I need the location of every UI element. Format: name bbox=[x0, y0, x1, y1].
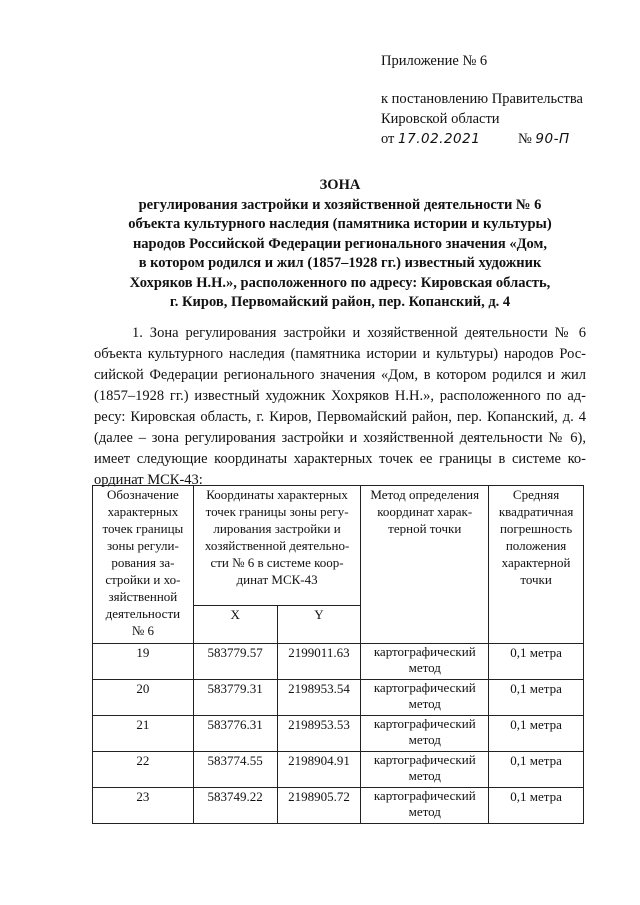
title-line-1: ЗОНА bbox=[319, 177, 361, 193]
title-line-3: объекта культурного наследия (памятника истории и культуры) bbox=[128, 216, 552, 232]
table-row bbox=[93, 788, 584, 824]
header-method-text: Метод определения координат харак- терной точки bbox=[370, 487, 480, 536]
resolution-reference bbox=[381, 89, 583, 149]
header-point-text: Обозначение характерных точек границы зоны регули- рования за- стройки и хо- зяйственной деятельности № 6 bbox=[102, 487, 184, 638]
table-row bbox=[93, 752, 584, 788]
cell-x: 583749.22 bbox=[193, 788, 277, 824]
title-line-7: г. Киров, Первомайский район, пер. Копанский, д. 4 bbox=[169, 294, 511, 310]
cell-y: 2198953.54 bbox=[277, 680, 361, 716]
cell-point: 22 bbox=[93, 752, 194, 788]
coordinates-table bbox=[92, 485, 584, 824]
table-row bbox=[93, 716, 584, 752]
cell-point: 19 bbox=[93, 644, 194, 680]
header-x: X bbox=[193, 606, 277, 644]
paragraph-line-6: (далее – зона регулирования застройки и хозяйственной деятельности № 6), bbox=[94, 430, 586, 446]
header-coordinates-text: Координаты характерных точек границы зоны регу- лирования застройки и хозяйственной деятельно- сти № 6 в системе коор- динат МСК-43 bbox=[204, 487, 350, 587]
cell-error: 0,1 метра bbox=[489, 752, 584, 788]
cell-x: 583776.31 bbox=[193, 716, 277, 752]
cell-y: 2199011.63 bbox=[277, 644, 361, 680]
paragraph-line-3: сийской Федерации регионального значения «Дом, в котором родился и жил bbox=[94, 367, 586, 383]
paragraph-line-8: ординат МСК-43: bbox=[94, 472, 203, 488]
header-error-text: Средняя квадратичная погрешность положения характерной точки bbox=[498, 487, 574, 587]
cell-y: 2198904.91 bbox=[277, 752, 361, 788]
resolution-date: 17.02.2021 bbox=[398, 131, 481, 147]
title-line-2: регулирования застройки и хозяйственной деятельности № 6 bbox=[138, 196, 542, 213]
date-prefix: от bbox=[381, 131, 395, 147]
cell-point: 21 bbox=[93, 716, 194, 752]
header-method bbox=[361, 486, 489, 644]
header-coordinates bbox=[193, 486, 361, 606]
cell-y: 2198953.53 bbox=[277, 716, 361, 752]
body-paragraph bbox=[94, 323, 586, 491]
resolution-number: 90-П bbox=[535, 131, 570, 147]
cell-method: картографический метод bbox=[361, 752, 489, 788]
title-line-5: в котором родился и жил (1857–1928 гг.) известный художник bbox=[138, 255, 542, 271]
cell-x: 583779.31 bbox=[193, 680, 277, 716]
cell-error: 0,1 метра bbox=[489, 680, 584, 716]
resolution-date-line bbox=[381, 129, 583, 149]
cell-error: 0,1 метра bbox=[489, 788, 584, 824]
paragraph-line-4: (1857–1928 гг.) известный художник Хохряков Н.Н.», расположенного по ад- bbox=[94, 388, 586, 404]
cell-error: 0,1 метра bbox=[489, 644, 584, 680]
cell-method: картографический метод bbox=[361, 644, 489, 680]
header-point bbox=[93, 486, 194, 644]
cell-method: картографический метод bbox=[361, 716, 489, 752]
cell-method: картографический метод bbox=[361, 788, 489, 824]
resolution-line-2: Кировской области bbox=[381, 111, 500, 127]
paragraph-line-2: объекта культурного наследия (памятника истории и культуры) народов Рос- bbox=[94, 346, 586, 362]
cell-point: 20 bbox=[93, 680, 194, 716]
cell-y: 2198905.72 bbox=[277, 788, 361, 824]
table-row bbox=[93, 644, 584, 680]
cell-point: 23 bbox=[93, 788, 194, 824]
cell-method: картографический метод bbox=[361, 680, 489, 716]
header-y: Y bbox=[277, 606, 361, 644]
document-title bbox=[100, 176, 580, 313]
appendix-label: Приложение № 6 bbox=[381, 53, 488, 69]
number-label: № bbox=[517, 131, 532, 147]
cell-x: 583779.57 bbox=[193, 644, 277, 680]
cell-error: 0,1 метра bbox=[489, 716, 584, 752]
title-line-6: Хохряков Н.Н.», расположенного по адресу: Кировская область, bbox=[129, 274, 551, 291]
paragraph-line-5: ресу: Кировская область, г. Киров, Первомайский район, пер. Копанский, д. 4 bbox=[94, 409, 586, 425]
table-row bbox=[93, 680, 584, 716]
cell-x: 583774.55 bbox=[193, 752, 277, 788]
header-error bbox=[489, 486, 584, 644]
paragraph-line-7: имеет следующие координаты характерных точек ее границы в системе ко- bbox=[94, 451, 586, 467]
paragraph-line-1: 1. Зона регулирования застройки и хозяйственной деятельности № 6 bbox=[132, 325, 586, 341]
resolution-line-1: к постановлению Правительства bbox=[381, 91, 583, 107]
title-line-4: народов Российской Федерации регионального значения «Дом, bbox=[132, 235, 548, 252]
